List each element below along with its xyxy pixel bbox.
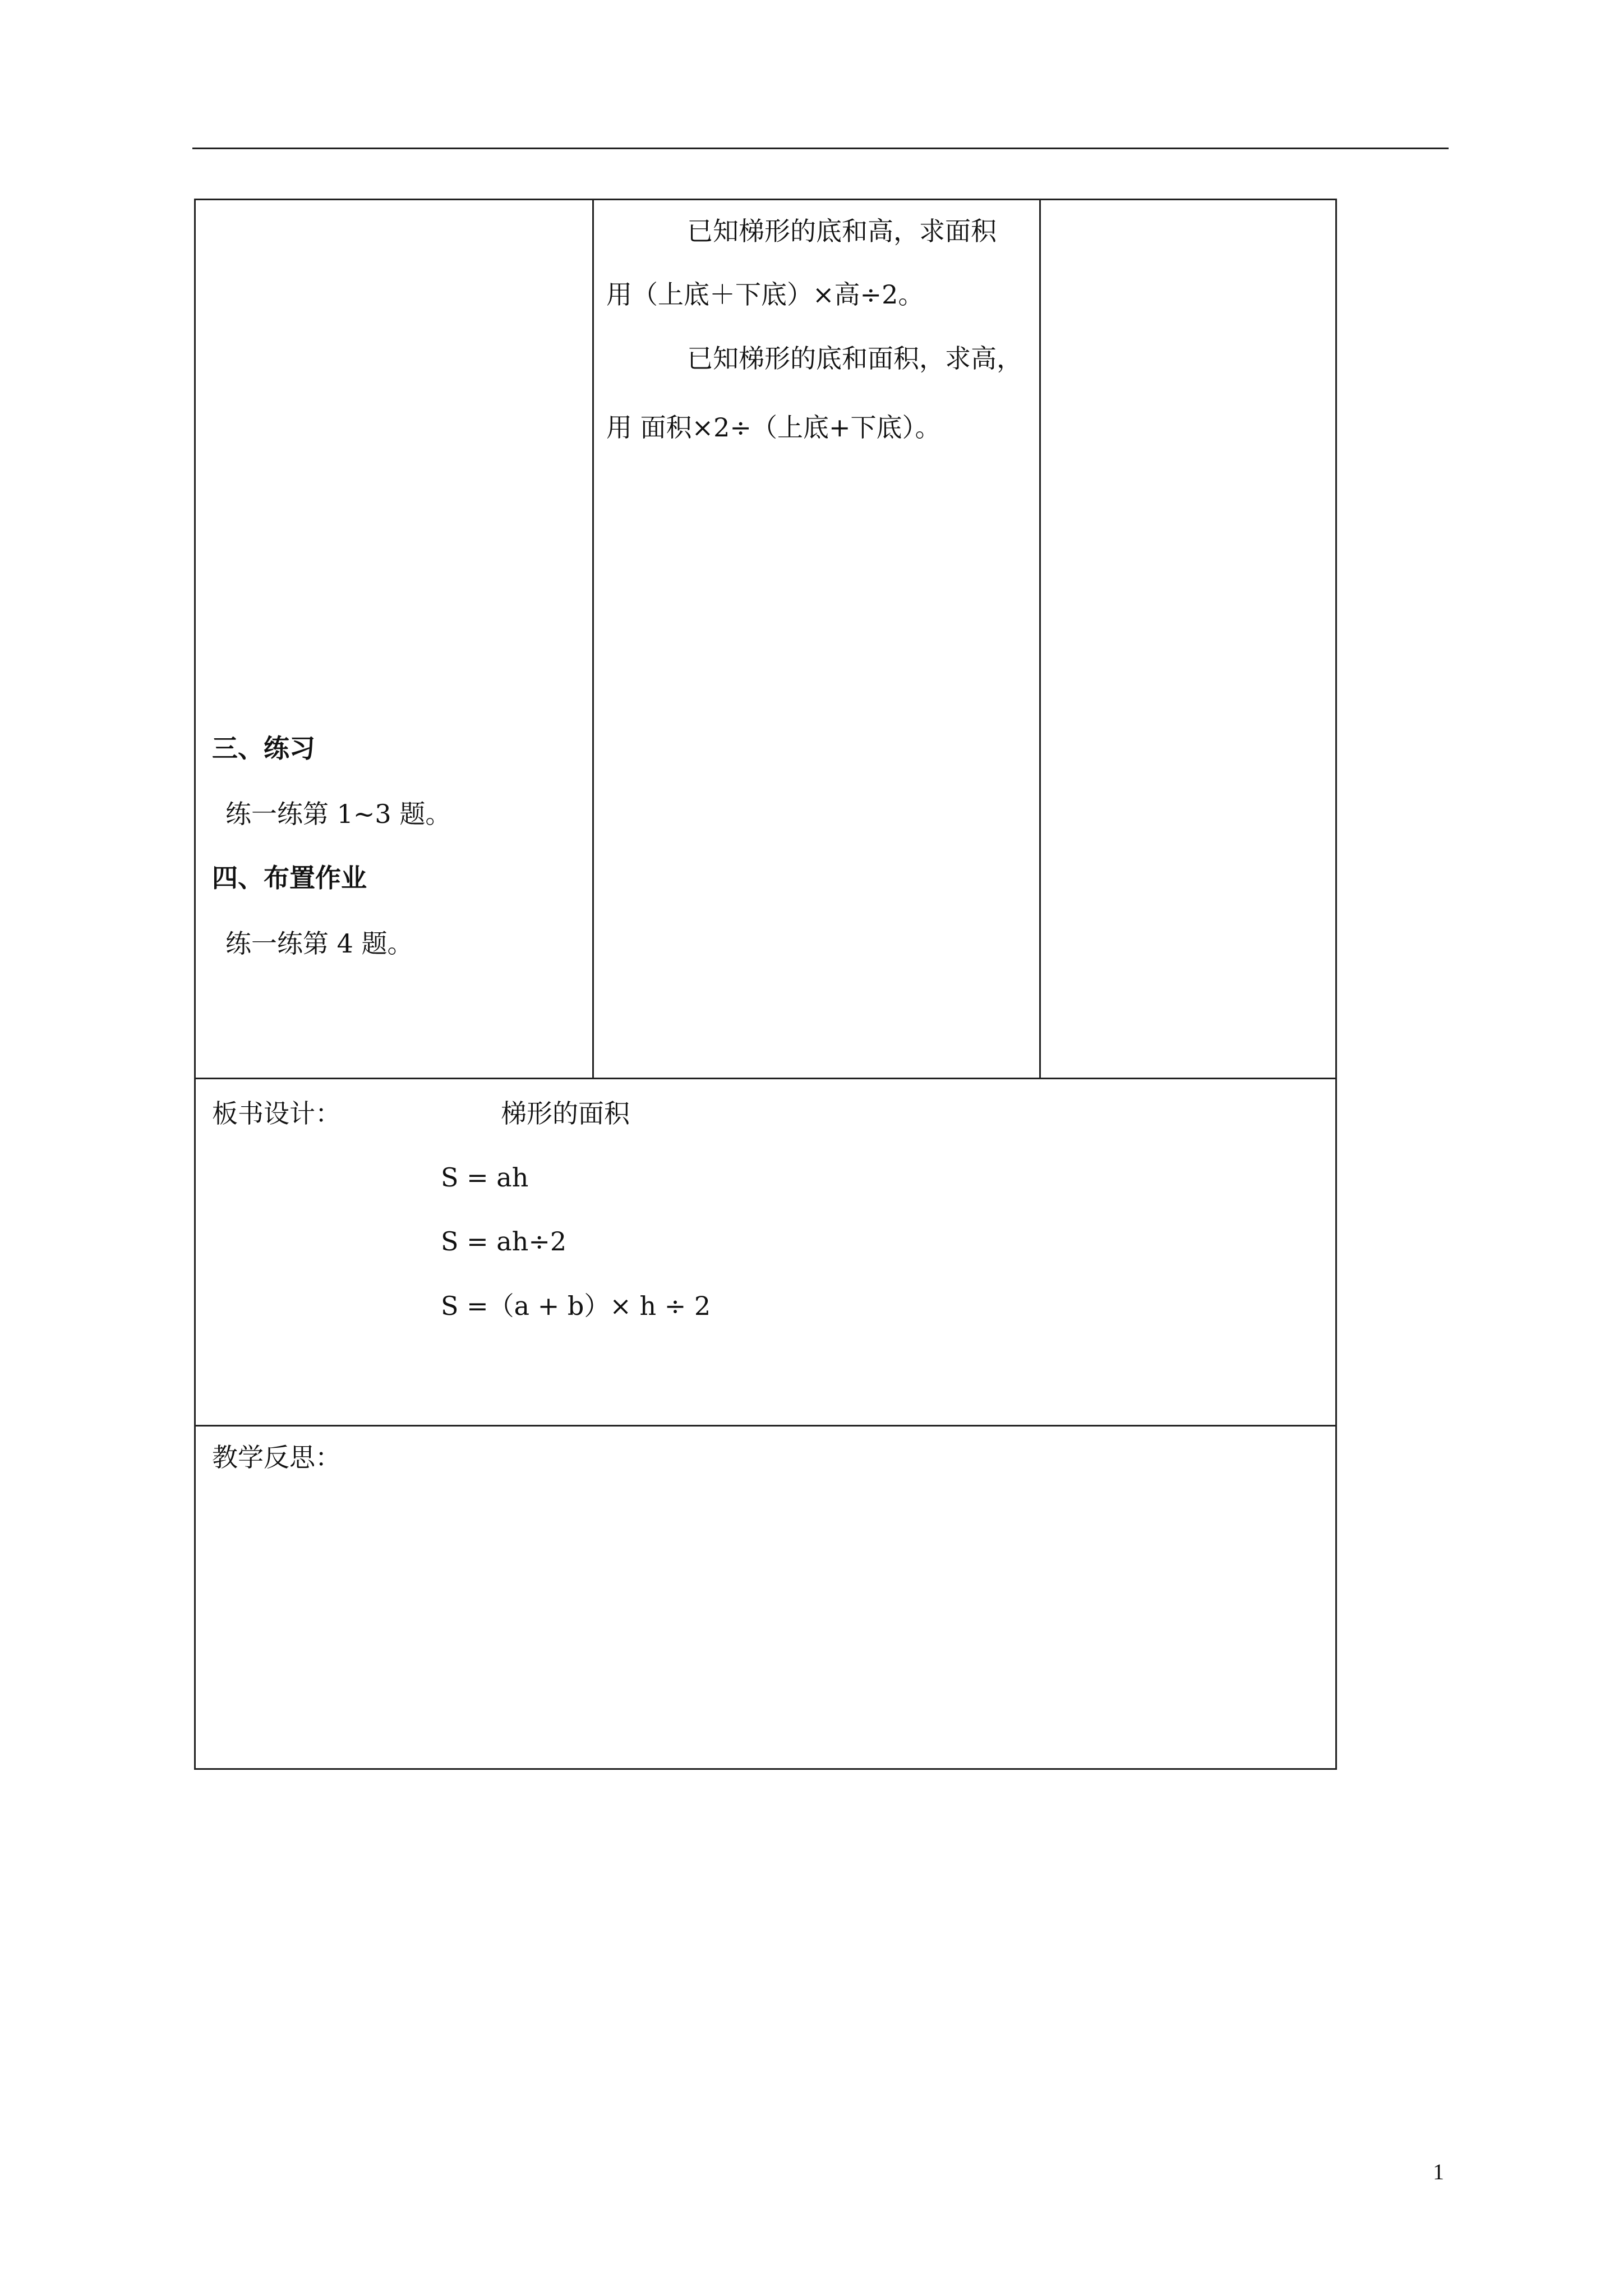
- practice-heading: 三、练习: [212, 733, 315, 763]
- page-number: 1: [1433, 2159, 1444, 2184]
- method-line-1: 已知梯形的底和高，求面积: [687, 216, 997, 246]
- reflection-label: 教学反思：: [212, 1442, 341, 1473]
- practice-text: 练一练第 1~3 题。: [225, 799, 451, 829]
- method-line-3: 已知梯形的底和面积，求高，: [687, 343, 1022, 374]
- homework-heading: 四、布置作业: [212, 863, 367, 893]
- homework-text: 练一练第 4 题。: [225, 928, 413, 959]
- formula-1: S = ah: [441, 1162, 529, 1193]
- formula-2: S = ah÷2: [441, 1226, 567, 1257]
- reflection-section: [194, 1425, 1337, 1770]
- board-design-title: 梯形的面积: [501, 1098, 630, 1129]
- method-line-4: 用 面积×2÷（上底+下底）。: [606, 412, 941, 443]
- board-design-label: 板书设计：: [212, 1098, 341, 1129]
- column-divider-right: [1039, 199, 1041, 1079]
- formula-3: S =（a + b）× h ÷ 2: [441, 1291, 711, 1321]
- method-line-2: 用（上底＋下底）×高÷2。: [606, 279, 924, 310]
- board-design-section: [194, 1078, 1337, 1427]
- column-divider-left: [592, 199, 594, 1079]
- header-rule: [192, 148, 1449, 149]
